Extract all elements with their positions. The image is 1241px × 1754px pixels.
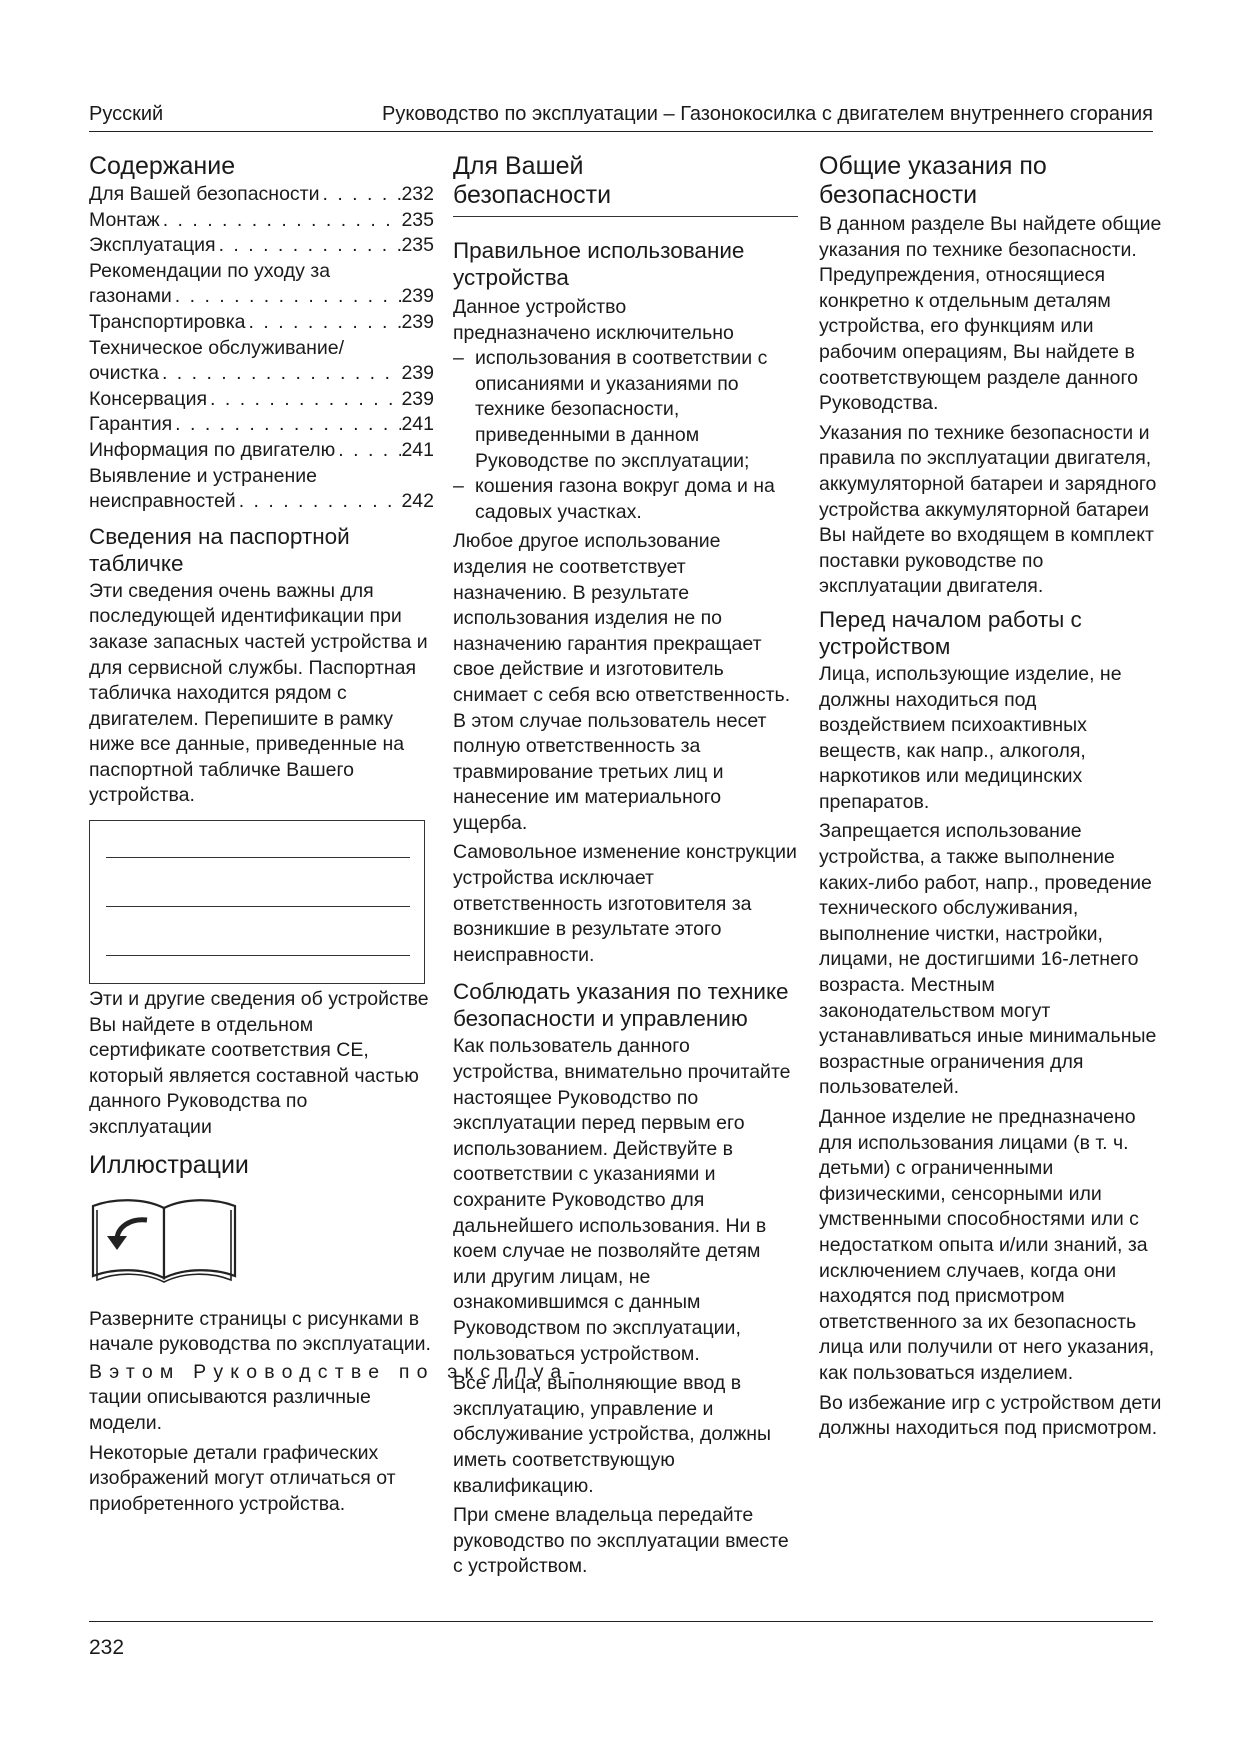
observe-text-3: При смене владельца передайте руководство по эксплуатации вместе с устройством. [453,1504,789,1578]
page-footer-rule [89,1621,1153,1622]
proper-use-text-1: Любое другое использование изделия не соответствует назначению. В результате использования изделия не по назначению гарантия прекращает свое действие и изготовитель снимает с себя всю ответственность. В этом случае пользователь несет полную ответственность за травмирование третьих лиц и нанесение им материального ущерба. [453,530,791,834]
proper-use-heading: Правильное использование устройства [453,238,745,290]
proper-use-intro: Данное устройство предназначено исключительно [453,296,734,344]
proper-use-text-2: Самовольное изменение конструкции устройства исключает ответственность изготовителя за возникшие в результате этого неисправности. [453,841,797,966]
toc-heading: Содержание [89,152,236,180]
toc-item[interactable]: Для Вашей безопасности . . . 232 [89,182,434,208]
general-heading: Общие указания по безопасности [819,152,1047,209]
before-start-text-1: Лица, использующие изделие, не должны находиться под воздействием психоактивных веществ, как напр., алкоголя, наркотиков или медицинских препаратов. [819,662,1122,813]
general-text-2: Указания по технике безопасности и правила по эксплуатации двигателя, аккумуляторной батареи и зарядного устройства аккумуляторной батареи Вы найдете во входящем в комплект поставки руководстве по эксплуатации двигателя. [819,421,1157,598]
observe-text-1: Как пользователь данного устройства, внимательно прочитайте настоящее Руководство по эксплуатации перед первым его использованием. Действуйте в соответствии с указаниями и сохраните Руководство для дальнейшего использования. Ни в коем случае не позволяйте детям или другим лицам, не ознакомившимся с данным Руководством по эксплуатации, пользоваться устройством. [453,1035,791,1365]
header-title: Руководство по эксплуатации – Газонокосилка с двигателем внутреннего сгорания [382,103,1153,125]
toc-item[interactable]: Монтаж . . . 235 [89,208,434,234]
before-start-text-2: Запрещается использование устройства, а также выполнение каких-либо работ, напр., проведение технического обслуживания, выполнение чистки, настройки, лицами, не достигшими 16-летнего возраста. Местным законодательством могут устанавливаться иные минимальные возрастные ограничения для пользователей. [819,820,1157,1099]
toc-item[interactable]: Гарантия . . . 241 [89,412,434,438]
illustrations-heading: Иллюстрации [89,1150,249,1179]
observe-text-2: Все лица, выполняющие ввод в эксплуатацию, управление и обслуживание устройства, должны иметь соответствующую квалификацию. [453,1372,772,1497]
toc-item[interactable]: Эксплуатация . . . 235 [89,233,434,259]
list-item: – использования в соответствии с описаниями и указаниями по технике безопасности, приведенными в данном Руководстве по эксплуатации; [453,346,798,474]
page-number: 232 [89,1636,125,1659]
safety-heading: Для Вашей безопасности [453,152,612,209]
toc-item[interactable]: Рекомендации по уходу за газонами . . . 239 [89,259,434,310]
observe-heading: Соблюдать указания по технике безопасности и управлению [453,979,789,1032]
nameplate-line [106,955,410,956]
toc-item[interactable]: Выявление и устранение неисправностей . . . 242 [89,464,434,515]
general-text-1: В данном разделе Вы найдете общие указания по технике безопасности. Предупреждения, относящиеся конкретно к отдельным деталям устройства, его функциям или рабочим операциям, Вы найдете в соответствующем разделе данного Руководства. [819,213,1162,415]
illustrations-text-2: Вэтом Руководстве по эксплуа- тации описываются различные модели. [89,1360,583,1434]
nameplate-text: Эти сведения очень важны для последующей идентификации при заказе запасных частей устройства и для сервисной службы. Паспортная табличка находится рядом с двигателем. Перепишите в рамку ниже все данные, приведенные на паспортной табличке Вашего устройства. [89,579,428,807]
toc-item[interactable]: Информация по двигателю . . . 241 [89,438,434,464]
before-start-heading: Перед началом работы с устройством [819,606,1082,659]
illustrations-text-1: Разверните страницы с рисунками в начале руководства по эксплуатации. [89,1307,431,1356]
list-item: – кошения газона вокруг дома и на садовых участках. [453,474,798,525]
toc-item[interactable]: Транспортировка . . . 239 [89,310,434,336]
column-left [89,152,583,1517]
section-rule [453,216,798,217]
header-language: Русский [89,103,164,125]
before-start-text-3: Данное изделие не предназначено для использования лицами (в т. ч. детьми) с ограниченными физическими, сенсорными или умственными способностями или с недостатком опыта и/или знаний, за исключением случаев, когда они находятся под присмотром ответственного за их безопасность лица или получили от него указания, как пользоваться изделием. [819,1106,1155,1384]
proper-use-list [453,346,798,525]
nameplate-line [106,906,410,907]
illustrations-text-3: Некоторые детали графических изображений могут отличаться от приобретенного устройства. [89,1441,396,1515]
nameplate-heading: Сведения на паспортной табличке [89,523,350,576]
column-middle [453,152,798,1580]
nameplate-box [89,820,425,984]
before-start-text-4: Во избежание игр с устройством дети должны находиться под присмотром. [819,1391,1162,1440]
book-icon [89,1194,239,1290]
page-header [89,101,1153,132]
column-right [819,152,1164,1442]
toc-item[interactable]: Техническое обслуживание/ очистка . . . 239 [89,336,434,387]
table-of-contents [89,182,434,515]
nameplate-after-text: Эти и другие сведения об устройстве Вы найдете в отдельном сертификате соответствия CE, который является составной частью данного Руководства по эксплуатации [89,988,429,1139]
toc-item[interactable]: Консервация . . . 239 [89,387,434,413]
nameplate-line [106,857,410,858]
